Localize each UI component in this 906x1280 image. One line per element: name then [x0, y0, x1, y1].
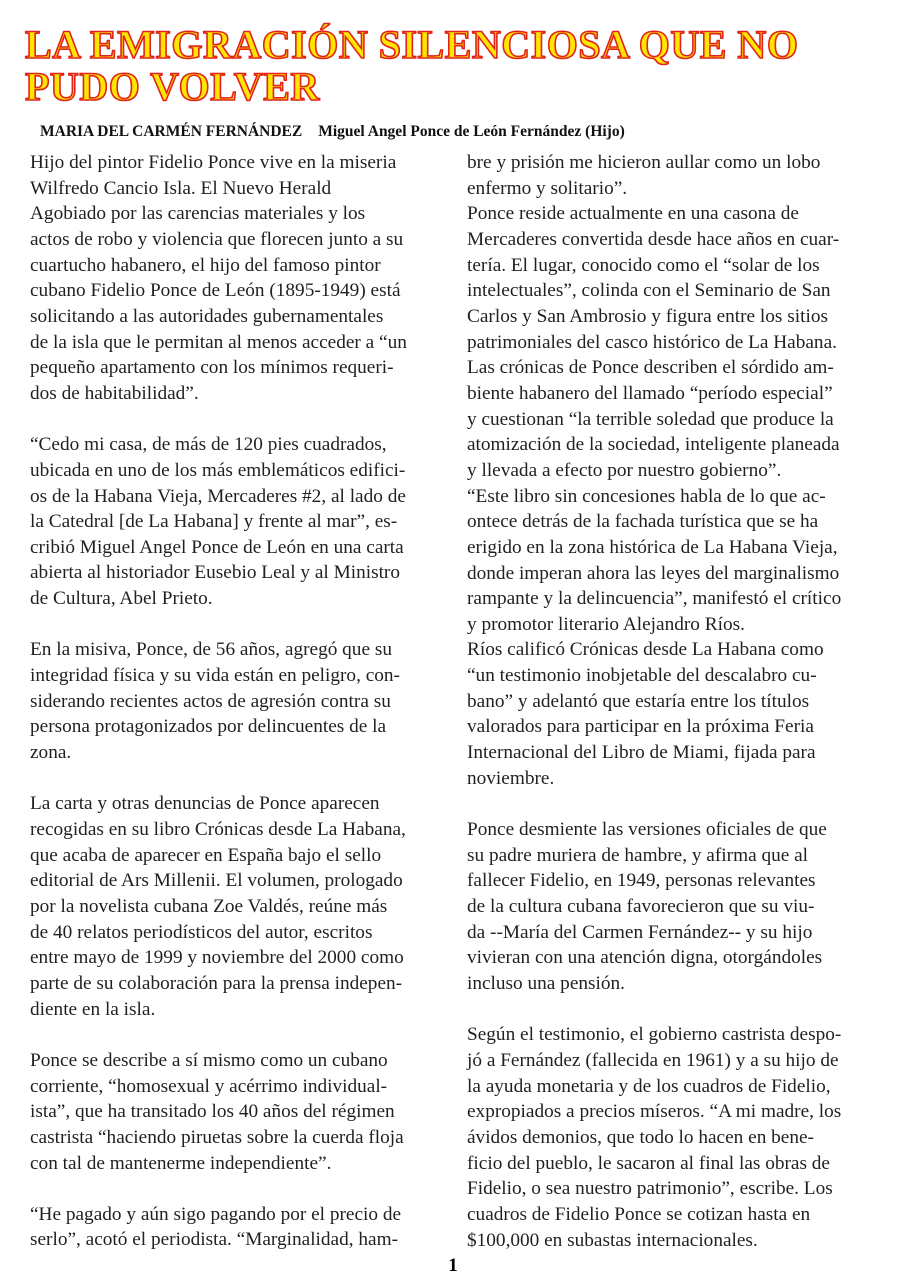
text-line: Las crónicas de Ponce describen el sórdido am- [467, 357, 834, 379]
text-line: por la novelista cubana Zoe Valdés, reúne más [30, 895, 388, 917]
text-line: Ponce desmiente las versiones oficiales de que [467, 819, 827, 841]
paragraph [30, 1202, 455, 1253]
paragraph [467, 817, 892, 997]
text-line: de 40 relatos periodísticos del autor, escritos [30, 921, 373, 943]
byline-author-2: Miguel Angel Ponce de León Fernández (Hijo) [318, 123, 625, 140]
text-line: cribió Miguel Angel Ponce de León en una carta [30, 536, 404, 558]
text-line: castrista “haciendo piruetas sobre la cuerda floja [30, 1126, 404, 1148]
text-line: actos de robo y violencia que florecen junto a su [30, 228, 404, 250]
text-line: que acaba de aparecer en España bajo el sello [30, 844, 382, 866]
text-line: editorial de Ars Millenii. El volumen, prologado [30, 870, 403, 892]
text-line: “un testimonio inobjetable del descalabro cu- [467, 665, 817, 687]
paragraph [30, 637, 455, 765]
paragraph [30, 791, 455, 1022]
text-line: de la isla que le permitan al menos acceder a “un [30, 331, 407, 353]
text-line: ficio del pueblo, le sacaron al final las obras de [467, 1152, 830, 1174]
paragraph [467, 150, 892, 791]
text-line: enfermo y solitario”. [467, 177, 628, 199]
text-line: ontece detrás de la fachada turística que se ha [467, 511, 819, 533]
bylines [40, 122, 625, 141]
text-line: cuadros de Fidelio Ponce se cotizan hasta en [467, 1203, 811, 1225]
text-line: Agobiado por las carencias materiales y los [30, 203, 366, 225]
text-line: biente habanero del llamado “período especial” [467, 382, 833, 404]
text-line: $100,000 en subastas internacionales. [467, 1229, 758, 1251]
text-line: Según el testimonio, el gobierno castrista despo- [467, 1024, 842, 1046]
text-line: de Cultura, Abel Prieto. [30, 588, 213, 610]
text-line: fallecer Fidelio, en 1949, personas relevantes [467, 870, 816, 892]
text-line: diente en la isla. [30, 998, 156, 1020]
text-line: solicitando a las autoridades gubernamentales [30, 305, 384, 327]
text-line: La carta y otras denuncias de Ponce aparecen [30, 793, 380, 815]
text-line: cubano Fidelio Ponce de León (1895-1949) está [30, 280, 401, 302]
text-line: jó a Fernández (fallecida en 1961) y a su hijo de [467, 1049, 839, 1071]
text-line: serlo”, acotó el periodista. “Marginalidad, ham- [30, 1229, 399, 1251]
text-line: la Catedral [de La Habana] y frente al mar”, es- [30, 511, 398, 533]
text-line: rampante y la delincuencia”, manifestó el crítico [467, 588, 842, 610]
paragraph [467, 1022, 892, 1253]
text-line: bre y prisión me hicieron aullar como un lobo [467, 152, 821, 173]
text-line: integridad física y su vida están en peligro, con- [30, 665, 400, 687]
text-line: Carlos y San Ambrosio y figura entre los sitios [467, 305, 828, 327]
title-line: PUDO VOLVER [25, 64, 320, 109]
text-line: y llevada a efecto por nuestro gobierno”. [467, 459, 782, 481]
text-line: erigido en la zona histórica de La Habana Vieja, [467, 536, 838, 558]
text-line: zona. [30, 742, 72, 764]
text-line: con tal de mantenerme independiente”. [30, 1152, 332, 1174]
text-line: y promotor literario Alejandro Ríos. [467, 613, 745, 635]
text-line: Ponce reside actualmente en una casona de [467, 203, 799, 225]
paragraph [30, 1048, 455, 1176]
text-line: vivieran con una atención digna, otorgándoles [467, 947, 823, 969]
article-column-right [467, 150, 892, 1279]
text-line: recogidas en su libro Crónicas desde La Habana, [30, 819, 406, 841]
paragraph [30, 432, 455, 612]
text-line: “Cedo mi casa, de más de 120 pies cuadrados, [30, 434, 387, 456]
text-line: su padre muriera de hambre, y afirma que al [467, 844, 809, 866]
text-line: da --María del Carmen Fernández-- y su hijo [467, 921, 813, 943]
text-line: noviembre. [467, 767, 555, 789]
article-title [25, 24, 798, 108]
text-line: la ayuda monetaria y de los cuadros de Fidelio, [467, 1075, 831, 1097]
text-line: persona protagonizados por delincuentes de la [30, 716, 387, 738]
text-line: patrimoniales del casco histórico de La Habana. [467, 331, 837, 353]
text-line: siderando recientes actos de agresión contra su [30, 690, 391, 712]
article-column-left [30, 150, 455, 1279]
text-line: “He pagado y aún sigo pagando por el precio de [30, 1203, 402, 1225]
text-line: donde imperan ahora las leyes del marginalismo [467, 562, 840, 584]
text-line: Internacional del Libro de Miami, fijada para [467, 742, 816, 764]
text-line: Hijo del pintor Fidelio Ponce vive en la miseria [30, 152, 397, 173]
text-line: tería. El lugar, conocido como el “solar de los [467, 254, 820, 276]
text-line: Mercaderes convertida desde hace años en cuar- [467, 228, 840, 250]
title-line: LA EMIGRACIÓN SILENCIOSA QUE NO [25, 22, 799, 67]
byline-author-1: MARIA DEL CARMÉN FERNÁNDEZ [40, 123, 303, 140]
text-line: incluso una pensión. [467, 972, 625, 994]
text-line: cuartucho habanero, el hijo del famoso pintor [30, 254, 381, 276]
paragraph [30, 150, 455, 407]
text-line: atomización de la sociedad, inteligente planeada [467, 434, 840, 456]
text-line: expropiados a precios míseros. “A mi madre, los [467, 1101, 842, 1123]
text-line: En la misiva, Ponce, de 56 años, agregó que su [30, 639, 392, 661]
text-line: os de la Habana Vieja, Mercaderes #2, al lado de [30, 485, 406, 507]
text-line: Ríos calificó Crónicas desde La Habana como [467, 639, 824, 661]
text-line: Ponce se describe a sí mismo como un cubano [30, 1049, 388, 1071]
text-line: entre mayo de 1999 y noviembre del 2000 como [30, 947, 404, 969]
text-line: “Este libro sin concesiones habla de lo que ac- [467, 485, 826, 507]
page-number: 1 [448, 1255, 458, 1276]
text-line: dos de habitabilidad”. [30, 382, 199, 404]
text-line: Fidelio, o sea nuestro patrimonio”, escribe. Los [467, 1178, 833, 1200]
text-line: pequeño apartamento con los mínimos requeri- [30, 357, 394, 379]
text-line: corriente, “homosexual y acérrimo individual- [30, 1075, 388, 1097]
text-line: y cuestionan “la terrible soledad que produce la [467, 408, 834, 430]
text-line: ista”, que ha transitado los 40 años del régimen [30, 1101, 395, 1123]
text-line: de la cultura cubana favorecieron que su viu- [467, 896, 815, 918]
text-line: ávidos demonios, que todo lo hacen en bene- [467, 1126, 814, 1148]
text-line: valorados para participar en la próxima Feria [467, 716, 814, 738]
text-line: bano” y adelantó que estaría entre los títulos [467, 690, 810, 712]
text-line: intelectuales”, colinda con el Seminario de San [467, 280, 831, 302]
text-line: Wilfredo Cancio Isla. El Nuevo Herald [30, 177, 332, 199]
text-line: parte de su colaboración para la prensa indepen- [30, 972, 403, 994]
text-line: abierta al historiador Eusebio Leal y al Ministro [30, 562, 400, 584]
text-line: ubicada en uno de los más emblemáticos edifici- [30, 459, 406, 481]
